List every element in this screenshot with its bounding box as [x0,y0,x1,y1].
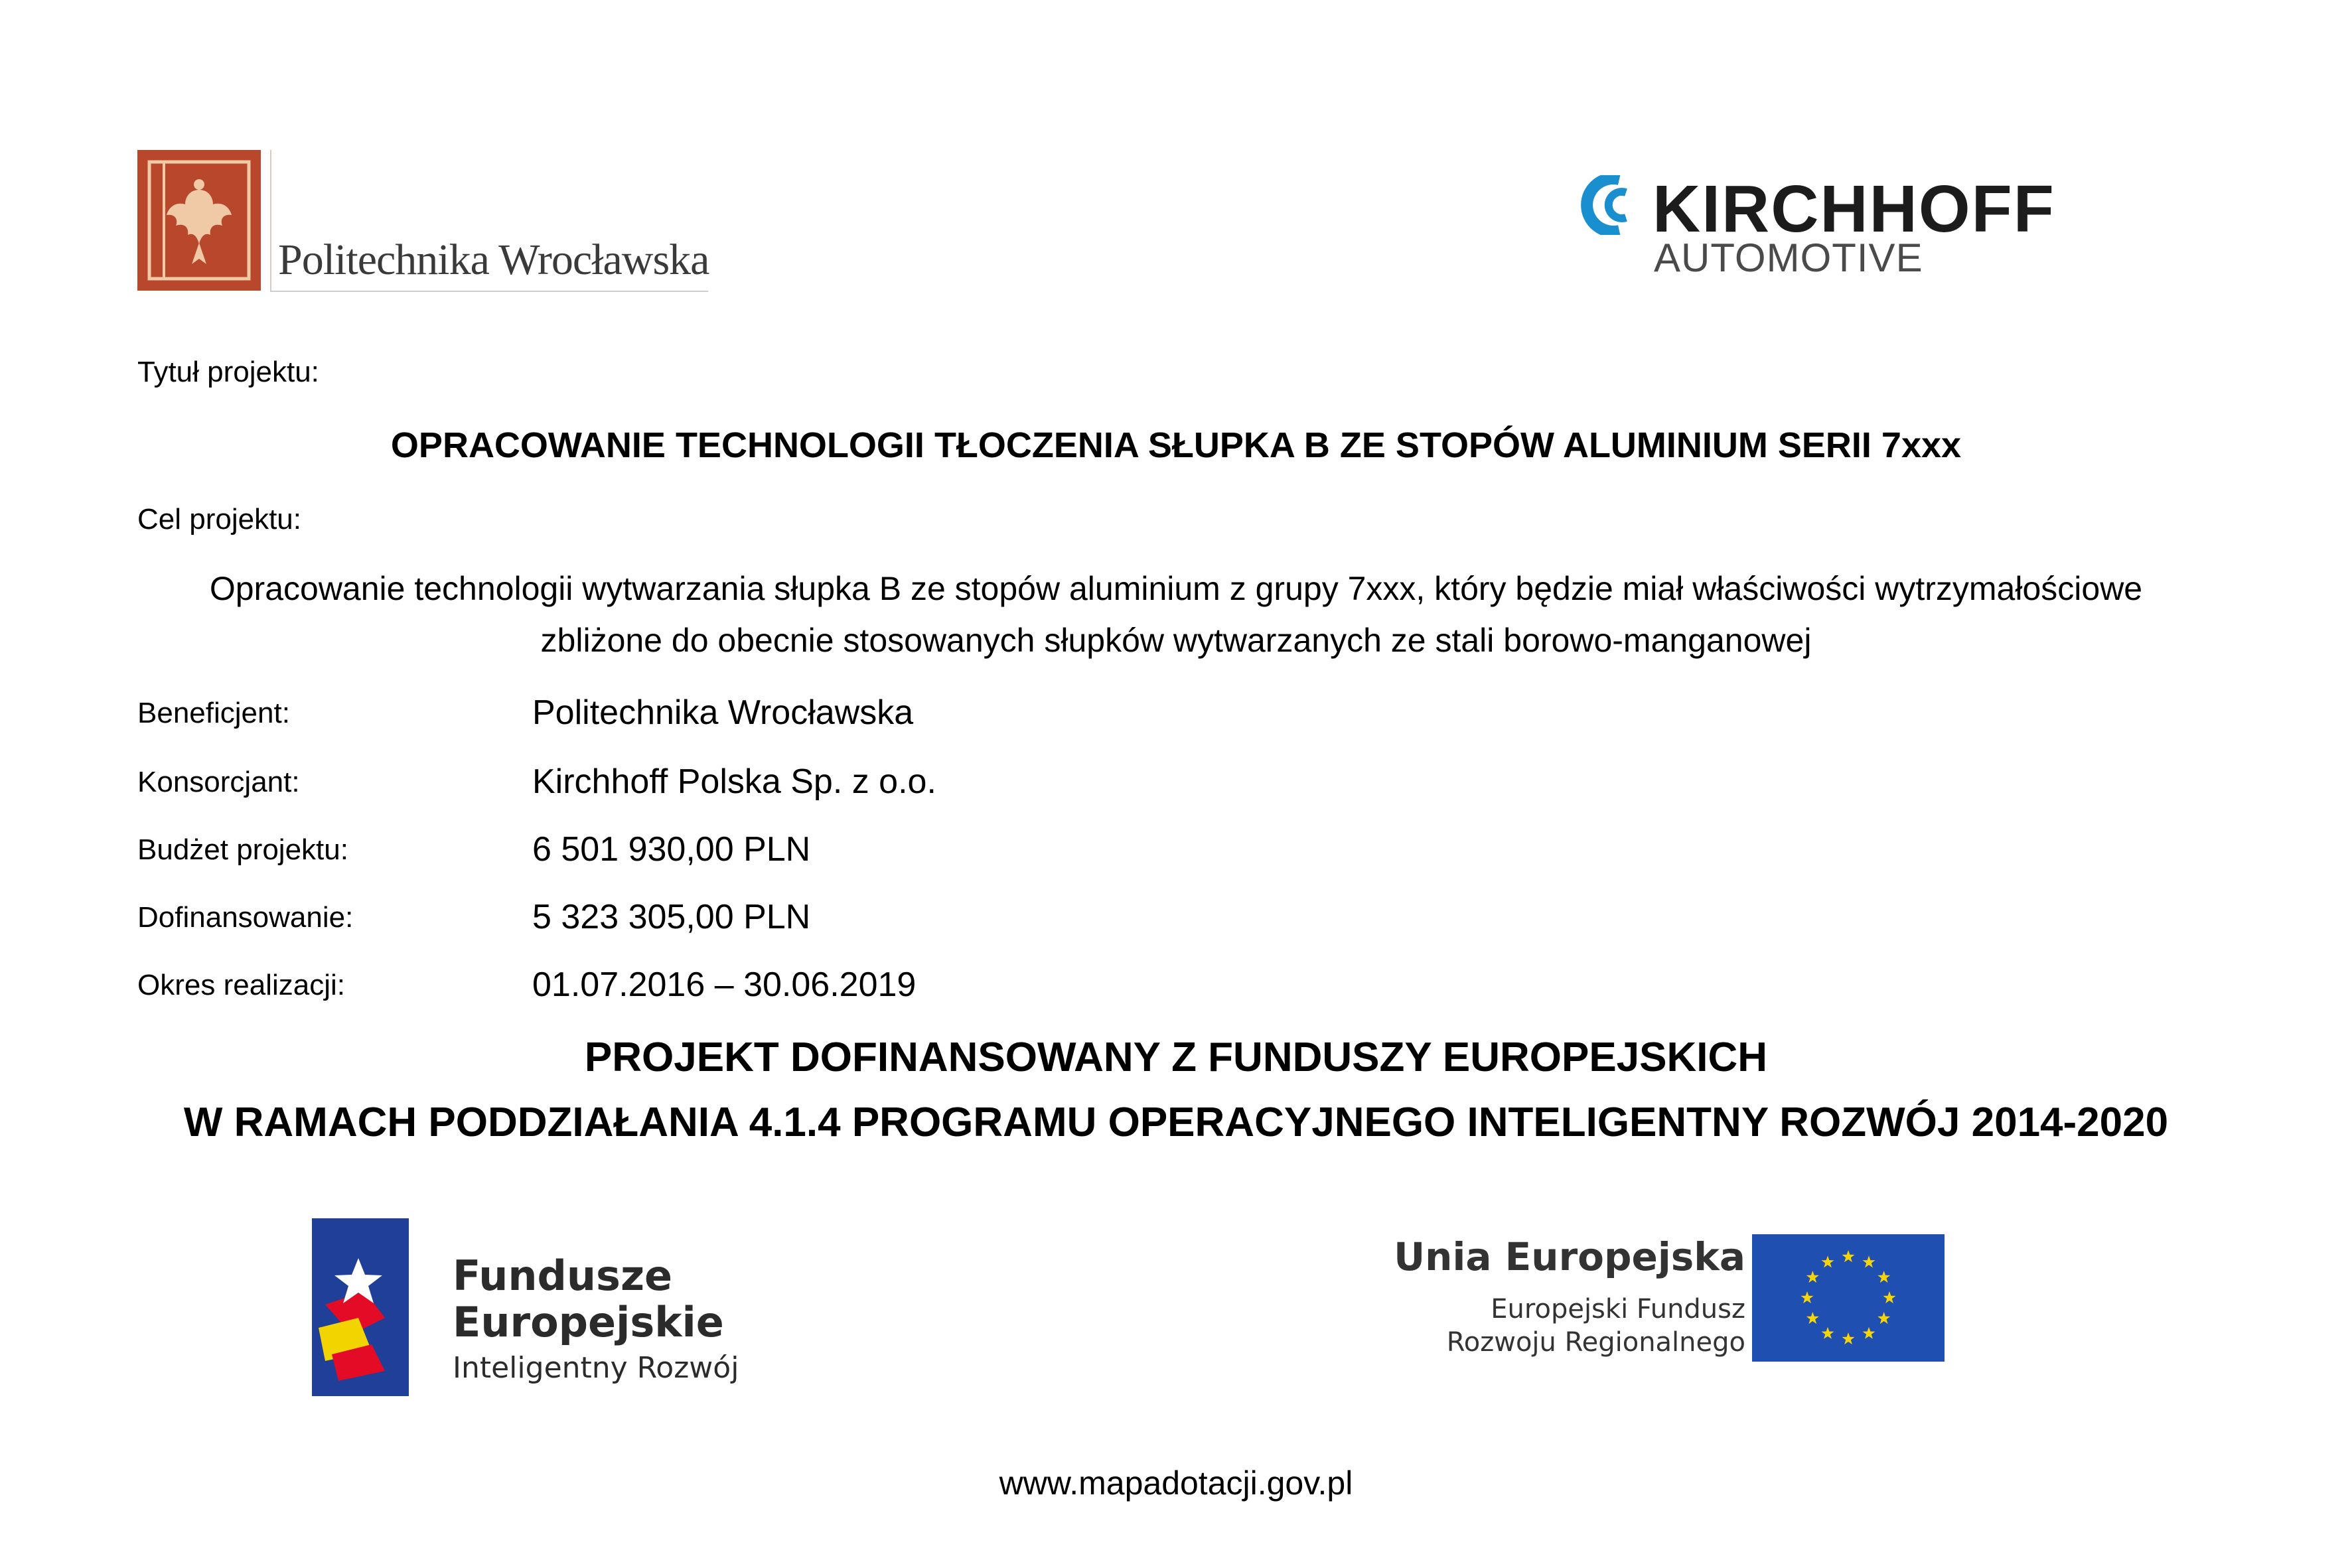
beneficiary-label: Beneficjent: [137,697,290,729]
funding-amount-label: Dofinansowanie: [137,901,354,934]
budget-value: 6 501 930,00 PLN [532,830,811,869]
eu-logo [1374,1234,1945,1367]
fundusze-logo-line-2: Europejskie [453,1298,724,1346]
kirchhoff-swirl-icon [1580,175,1646,235]
goal-line-1: Opracowanie technologii wytwarzania słupka B ze stopów aluminium z grupy 7xxx, który będzie miał właściwości wytrzymałościowe [209,570,2143,607]
eu-logo-line-3: Rozwoju Regionalnego [1446,1327,1745,1358]
kirchhoff-logo-subtitle: AUTOMOTIVE [1654,236,1923,280]
fundusze-europejskie-logo [312,1218,776,1397]
fundusze-logo-line-1: Fundusze [453,1251,673,1300]
consortium-value: Kirchhoff Polska Sp. z o.o. [532,762,936,801]
consortium-label: Konsorcjant: [137,766,300,798]
period-label: Okres realizacji: [137,969,345,1001]
fundusze-logo-line-3: Inteligentny Rozwój [453,1351,739,1385]
eu-logo-line-2: Europejski Fundusz [1491,1294,1745,1324]
kirchhoff-logo [1580,172,2097,281]
eagle-emblem-icon [137,150,261,291]
footer-url: www.mapadotacji.gov.pl [999,1464,1353,1502]
logo-divider [270,150,271,292]
beneficiary-value: Politechnika Wrocławska [532,693,914,732]
politechnika-logo [137,150,708,292]
goal-line-2: zbliżone do obecnie stosowanych słupków wytwarzanych ze stali borowo-manganowej [540,622,1812,659]
eu-flag-icon [1752,1234,1945,1362]
budget-label: Budżet projektu: [137,833,348,866]
fundusze-star-mark-icon [312,1218,409,1396]
funding-statement-line-1: PROJEKT DOFINANSOWANY Z FUNDUSZY EUROPEJSKICH [584,1034,1768,1080]
funding-amount-value: 5 323 305,00 PLN [532,898,811,936]
logo-underline [271,291,708,292]
kirchhoff-logo-name: KIRCHHOFF [1653,172,2055,246]
eu-logo-line-1: Unia Europejska [1394,1234,1745,1279]
politechnika-logo-name: Politechnika Wrocławska [278,236,709,284]
goal-label: Cel projektu: [137,503,302,535]
project-title: OPRACOWANIE TECHNOLOGII TŁOCZENIA SŁUPKA B ZE STOPÓW ALUMINIUM SERII 7xxx [390,425,1962,465]
period-value: 01.07.2016 – 30.06.2019 [532,965,917,1004]
funding-statement-line-2: W RAMACH PODDZIAŁANIA 4.1.4 PROGRAMU OPERACYJNEGO INTELIGENTNY ROZWÓJ 2014-2020 [183,1100,2169,1145]
title-label: Tytuł projektu: [137,356,319,388]
